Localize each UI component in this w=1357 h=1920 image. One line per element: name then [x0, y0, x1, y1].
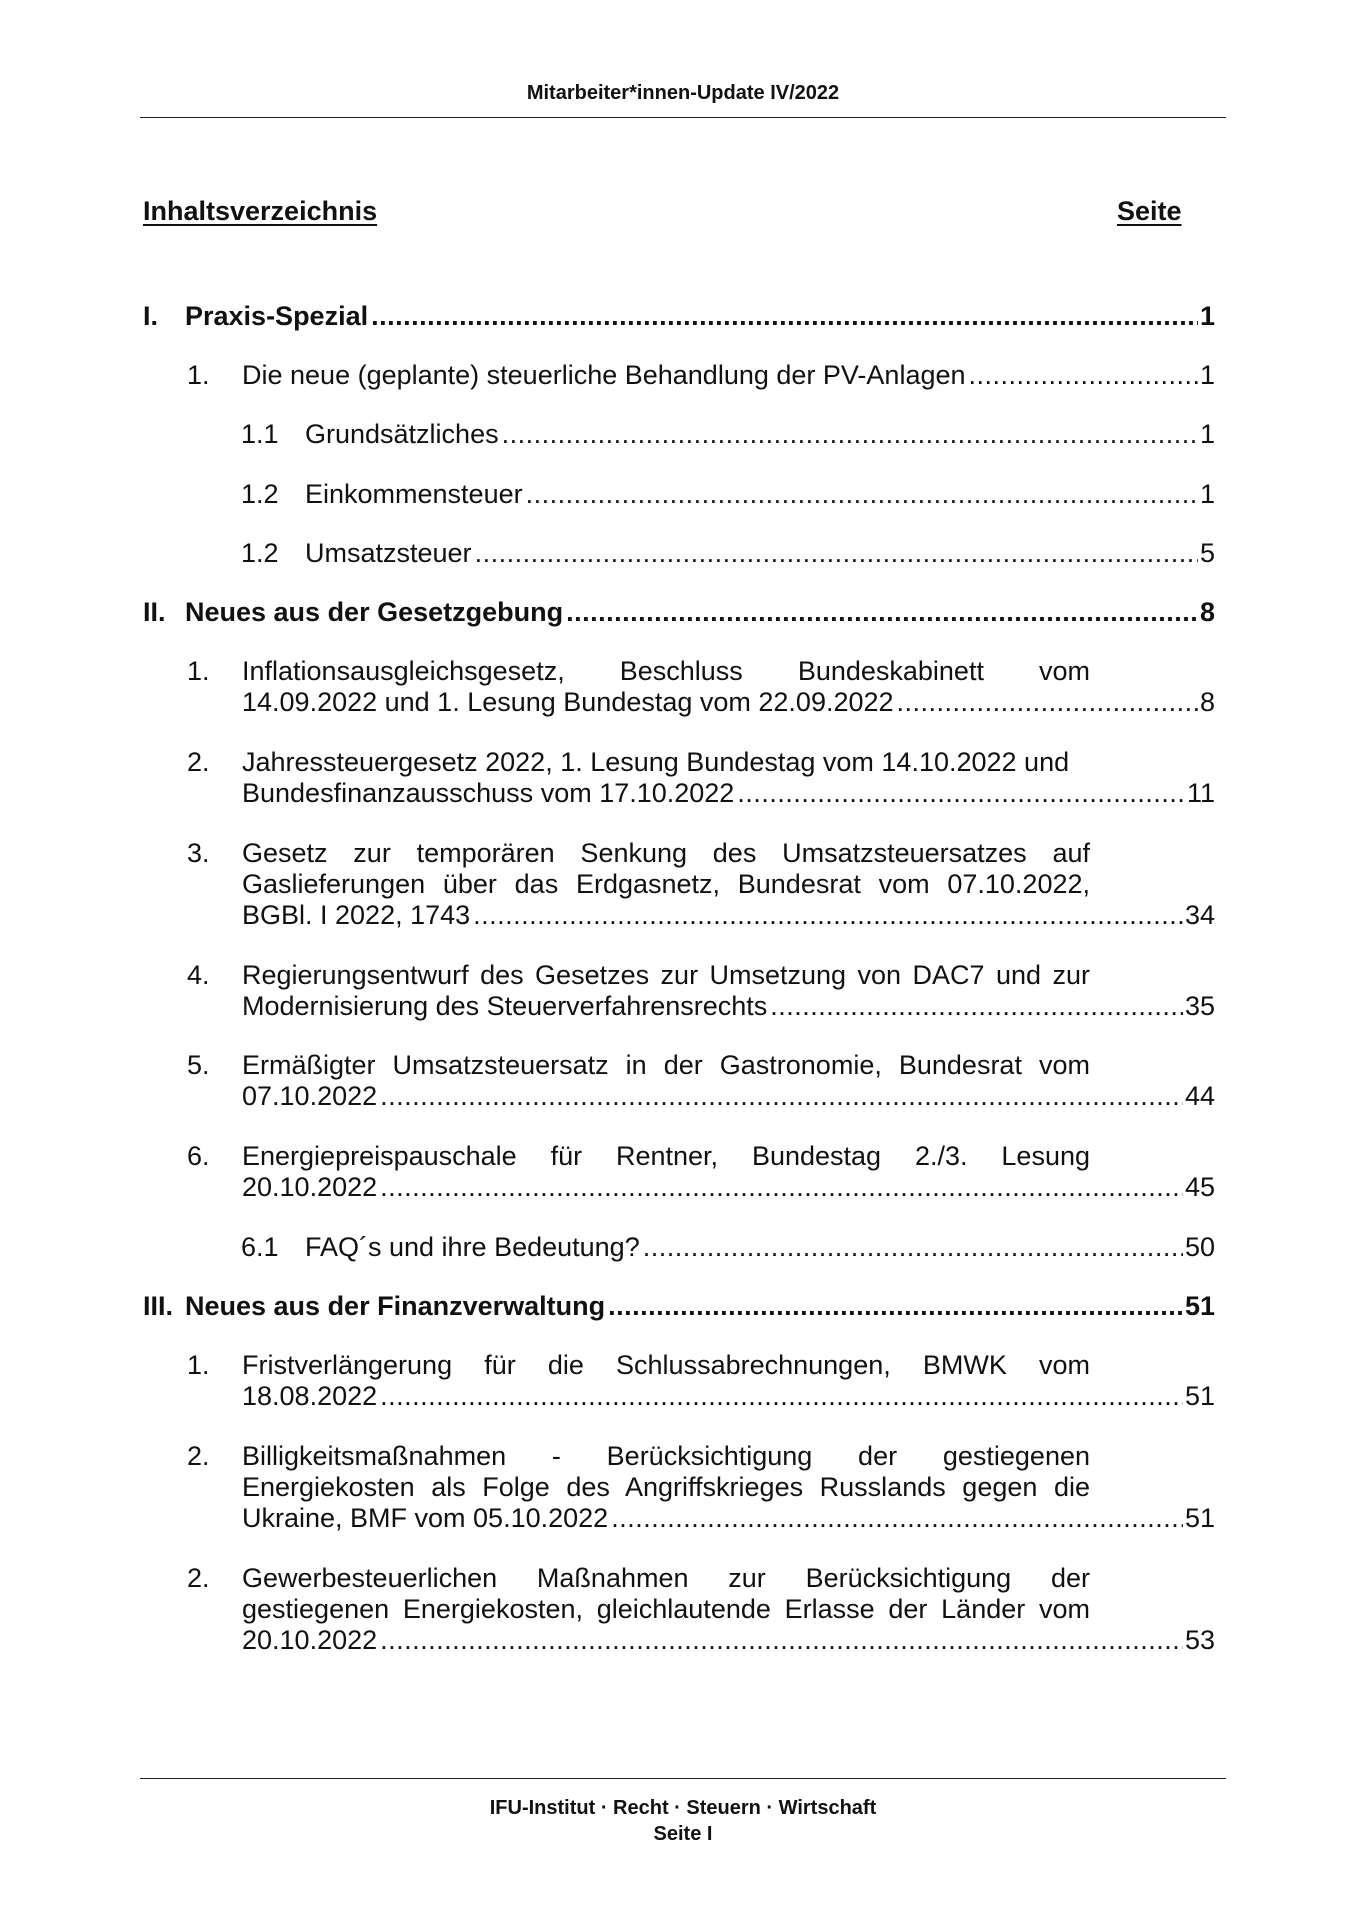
toc-entry-page: 51 [1184, 1381, 1215, 1411]
toc-entry-number: 6.1 [241, 1232, 279, 1262]
toc-entry-number: 2. [187, 747, 210, 777]
toc-entry-number: II. [143, 597, 166, 627]
toc-entry-section-3[interactable] [143, 1291, 1215, 1322]
toc-entry-page: 1 [1199, 419, 1215, 449]
toc-entry-page: 1 [1199, 301, 1215, 331]
toc-entry-number: 1.1 [241, 419, 279, 449]
toc-entry-title-line: Regierungsentwurf des Gesetzes zur Umsetzung von DAC7 und zur [242, 960, 1090, 990]
toc-entry-title: Modernisierung des Steuerverfahrensrechts [242, 991, 768, 1021]
toc-entry-title: Praxis-Spezial [185, 301, 369, 331]
toc-leader-dots [380, 1381, 1183, 1412]
toc-entry-title: 18.08.2022 [242, 1381, 378, 1411]
toc-entry-page: 45 [1184, 1172, 1215, 1202]
toc-entry-number: 1.2 [241, 479, 279, 509]
toc-entry-page: 5 [1199, 538, 1215, 568]
toc-entry[interactable] [241, 1232, 1215, 1263]
toc-entry-title-line: Gaslieferungen über das Erdgasnetz, Bundesrat vom 07.10.2022, [242, 869, 1090, 899]
toc-entry-number: III. [143, 1291, 174, 1321]
toc-entry[interactable] [241, 538, 1215, 569]
toc-leader-dots [380, 1172, 1183, 1203]
toc-entry-section-1[interactable] [143, 301, 1215, 332]
toc-entry[interactable] [241, 479, 1215, 510]
toc-leader-dots [611, 1503, 1183, 1534]
toc-entry-page: 34 [1184, 900, 1215, 930]
toc-entry-title-line: Energiepreispauschale für Rentner, Bundestag 2./3. Lesung [242, 1141, 1090, 1171]
footer-rule [140, 1778, 1226, 1779]
toc-entry-title-line: Gewerbesteuerlichen Maßnahmen zur Berücksichtigung der [242, 1563, 1090, 1593]
toc-entry-page: 50 [1184, 1232, 1215, 1262]
page-header-title: Mitarbeiter*innen-Update IV/2022 [526, 82, 840, 104]
toc-entry-page: 51 [1184, 1503, 1215, 1533]
toc-entry-title-line: gestiegenen Energiekosten, gleichlautende Erlasse der Länder vom [242, 1594, 1090, 1624]
toc-entry-title: BGBl. I 2022, 1743 [242, 900, 471, 930]
toc-leader-dots [473, 900, 1183, 931]
toc-entry-title-line: Inflationsausgleichsgesetz, Beschluss Bundeskabinett vom [242, 656, 1090, 686]
toc-entry-number: 4. [187, 960, 210, 990]
toc-entry-number: 3. [187, 838, 210, 868]
toc-leader-dots [526, 479, 1198, 510]
toc-entry-title-line: Energiekosten als Folge des Angriffskrieges Russlands gegen die [242, 1472, 1090, 1502]
toc-entry[interactable] [187, 360, 1215, 391]
toc-entry-title: 20.10.2022 [242, 1625, 378, 1655]
toc-page-heading: Seite [1117, 196, 1182, 226]
toc-leader-dots [897, 687, 1198, 718]
toc-entry-title-line: Gesetz zur temporären Senkung des Umsatzsteuersatzes auf [242, 838, 1090, 868]
toc-entry-title: 20.10.2022 [242, 1172, 378, 1202]
toc-entry-number: 5. [187, 1050, 210, 1080]
toc-leader-dots [502, 419, 1198, 450]
toc-leader-dots [566, 597, 1198, 628]
toc-entry-number: 1. [187, 1350, 210, 1380]
toc-leader-dots [371, 301, 1198, 332]
toc-entry-title: Grundsätzliches [305, 419, 499, 449]
toc-entry-page: 8 [1199, 597, 1215, 627]
toc-leader-dots [608, 1291, 1183, 1322]
toc-entry-title-line: Jahressteuergesetz 2022, 1. Lesung Bundestag vom 14.10.2022 und [242, 747, 1070, 777]
toc-entry-title-line: Fristverlängerung für die Schlussabrechnungen, BMWK vom [242, 1350, 1090, 1380]
toc-leader-dots [380, 1081, 1183, 1112]
toc-entry-title-line: Billigkeitsmaßnahmen - Berücksichtigung der gestiegenen [242, 1441, 1090, 1471]
toc-entry-title: 14.09.2022 und 1. Lesung Bundestag vom 22.09.2022 [242, 687, 894, 717]
toc-entry[interactable] [187, 1563, 1215, 1656]
toc-entry-page: 35 [1184, 991, 1215, 1021]
toc-entry-number: 1. [187, 656, 210, 686]
toc-entry-page: 1 [1199, 360, 1215, 390]
toc-entry-page: 53 [1184, 1625, 1215, 1655]
toc-heading: Inhaltsverzeichnis [143, 196, 378, 226]
toc-entry-number: 6. [187, 1141, 210, 1171]
toc-entry[interactable] [187, 747, 1215, 809]
toc-leader-dots [770, 991, 1183, 1022]
toc-entry-page: 51 [1184, 1291, 1215, 1321]
toc-entry-number: 2. [187, 1563, 210, 1593]
header-rule [140, 117, 1226, 118]
toc-entry[interactable] [187, 656, 1215, 718]
toc-entry-page: 11 [1186, 778, 1215, 808]
toc-leader-dots [737, 778, 1185, 809]
toc-entry-title: Neues aus der Finanzverwaltung [185, 1291, 606, 1321]
toc-entry-title: Umsatzsteuer [305, 538, 472, 568]
toc-entry[interactable] [187, 1141, 1215, 1203]
toc-leader-dots [643, 1232, 1183, 1263]
toc-leader-dots [380, 1625, 1183, 1656]
toc-entry-title: FAQ´s und ihre Bedeutung? [305, 1232, 640, 1262]
toc-entry[interactable] [187, 838, 1215, 931]
toc-entry-section-2[interactable] [143, 597, 1215, 628]
toc-entry-title: Die neue (geplante) steuerliche Behandlung der PV-Anlagen [242, 360, 966, 390]
toc-entry[interactable] [187, 960, 1215, 1022]
toc-entry-title-line: Ermäßigter Umsatzsteuersatz in der Gastronomie, Bundesrat vom [242, 1050, 1090, 1080]
toc-entry-title: Ukraine, BMF vom 05.10.2022 [242, 1503, 609, 1533]
footer-institute: IFU-Institut · Recht · Steuern · Wirtschaft [489, 1797, 877, 1819]
toc-entry-title: Neues aus der Gesetzgebung [185, 597, 564, 627]
toc-leader-dots [475, 538, 1198, 569]
toc-entry-title: Bundesfinanzausschuss vom 17.10.2022 [242, 778, 735, 808]
toc-entry-number: 1. [187, 360, 210, 390]
toc-entry-page: 8 [1199, 687, 1215, 717]
toc-entry-number: I. [143, 301, 159, 331]
toc-entry-number: 2. [187, 1441, 210, 1471]
toc-entry[interactable] [187, 1441, 1215, 1534]
toc-entry[interactable] [187, 1350, 1215, 1412]
toc-entry-number: 1.2 [241, 538, 279, 568]
toc-entry-title: 07.10.2022 [242, 1081, 378, 1111]
toc-entry[interactable] [187, 1050, 1215, 1112]
toc-entry-page: 44 [1184, 1081, 1215, 1111]
toc-entry-title: Einkommensteuer [305, 479, 523, 509]
toc-leader-dots [969, 360, 1198, 391]
toc-entry-page: 1 [1199, 479, 1215, 509]
footer-page-number: Seite I [653, 1823, 713, 1845]
toc-entry[interactable] [241, 419, 1215, 450]
